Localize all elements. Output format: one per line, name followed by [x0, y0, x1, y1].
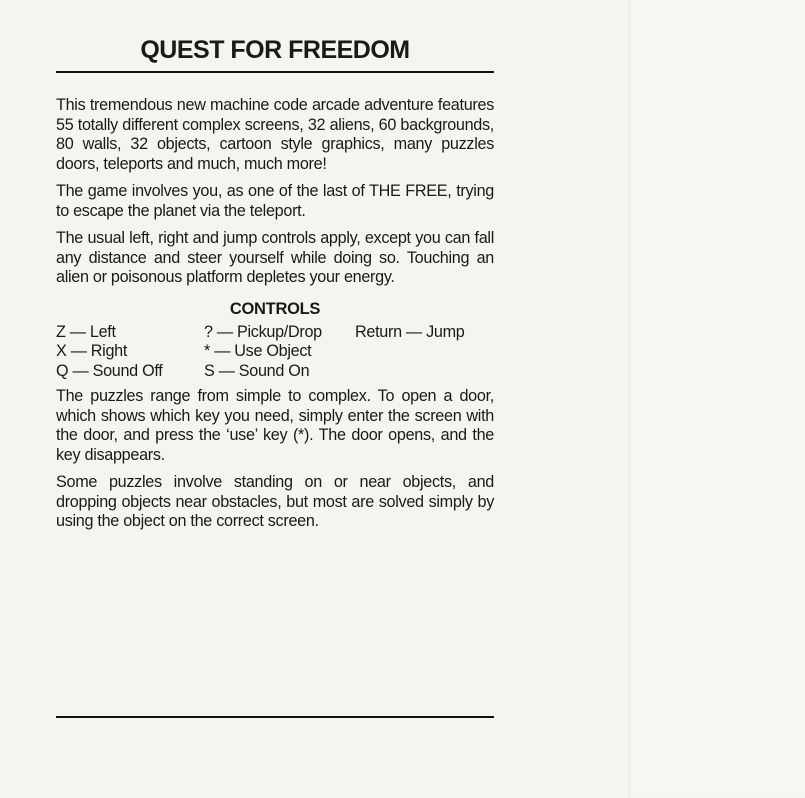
control-jump: Return — Jump [355, 322, 465, 341]
control-pickup-drop: ? — Pickup/Drop [204, 322, 322, 341]
controls-description-paragraph: The usual left, right and jump controls apply, except you can fall any distance and steer yourself while doing so. Touching an alien or poisonous platform depletes your energy. [56, 229, 494, 286]
control-left: Z — Left [56, 322, 116, 341]
title-underline [56, 71, 494, 73]
control-sound-on: S — Sound On [204, 361, 310, 380]
bottom-rule [56, 716, 494, 718]
control-sound-off: Q — Sound Off [56, 361, 163, 380]
control-right: X — Right [56, 342, 128, 360]
instructions-content [56, 36, 494, 540]
controls-table [56, 323, 494, 382]
control-use-object: * — Use Object [204, 342, 312, 360]
control-empty-1 [355, 342, 494, 362]
page-title: QUEST FOR FREEDOM [140, 36, 410, 64]
page-right-panel [628, 0, 805, 798]
control-empty-2 [355, 362, 494, 382]
puzzles-paragraph: The puzzles range from simple to complex. To open a door, which shows which key you need, simply enter the screen with the door, and press the ‘use’ key (*). The door opens, and the key disappears. [56, 387, 494, 464]
controls-heading: CONTROLS [229, 299, 321, 318]
story-paragraph: The game involves you, as one of the last of THE FREE, trying to escape the planet via the teleport. [56, 182, 494, 220]
intro-paragraph: This tremendous new machine code arcade adventure features 55 totally different complex screens, 32 aliens, 60 backgrounds, 80 walls, 32 objects, cartoon style graphics, many puzzles doors, teleports and much, much more! [56, 96, 494, 173]
hints-paragraph: Some puzzles involve standing on or near objects, and dropping objects near obstacles, but most are solved simply by using the object on the correct screen. [56, 473, 494, 530]
